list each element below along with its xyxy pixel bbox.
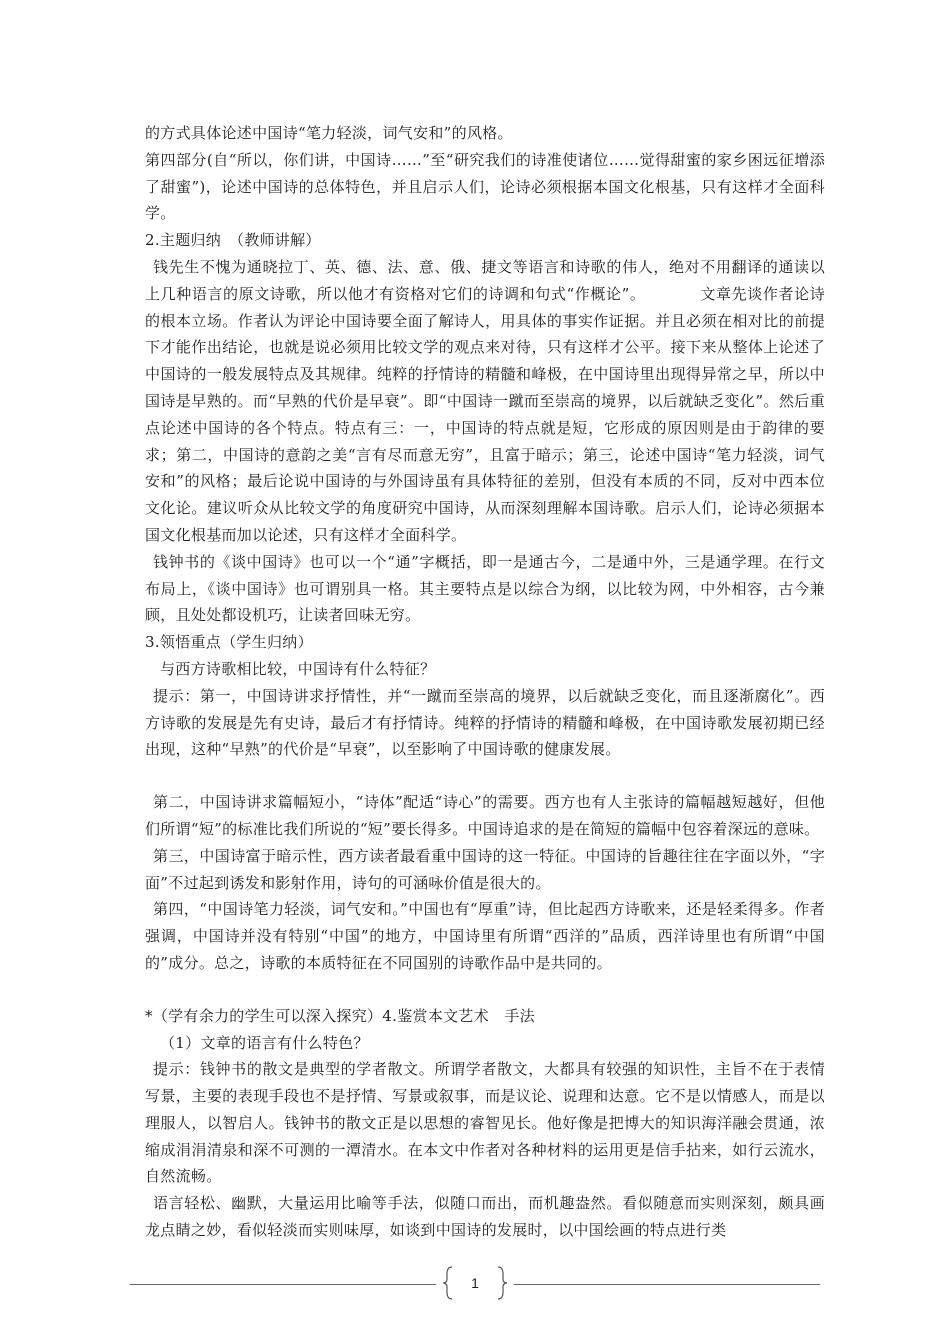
heading-key-points: 3.领悟重点（学生归纳） — [145, 633, 313, 652]
right-brace-icon — [496, 1266, 508, 1300]
paragraph-tong-summary: 钱钟书的《谈中国诗》也可以一个“通”字概括，即一是通古今，二是通中外，三是通学理。在行文布局上，《谈中国诗》也可谓别具一格。其主要特点是以综合为纲，以比较为网，中外相容，古今兼顾，且处处都设机巧，让读者回味无穷。 — [145, 552, 825, 625]
footer-rule-right — [514, 1284, 820, 1285]
paragraph-question: 与西方诗歌相比较，中国诗有什么特征？ — [160, 659, 436, 678]
paragraph-1: 的方式具体论述中国诗“笔力轻淡，词气安和”的风格。 — [145, 124, 513, 142]
paragraph-hint-fourth: 第四，“中国诗笔力轻淡，词气安和。”中国也有“厚重”诗，但比起西方诗歌来，还是轻柔得多。作者强调，中国诗并没有特别“中国”的地方，中国诗里有所谓“西洋的”品质，西洋诗里也有所谓“中国的”成分。总之，诗歌的本质特征在不同国别的诗歌作品中是共同的。 — [145, 900, 825, 972]
paragraph-hint-second: 第二，中国诗讲求篇幅短小，“诗体”配适“诗心”的需要。西方也有人主张诗的篇幅越短越好，但他们所谓“短”的标准比我们所说的“短”要长得多。中国诗追求的是在简短的篇幅中包容着深远的意味。 — [145, 793, 825, 838]
paragraph-language-humor: 语言轻松、幽默，大量运用比喻等手法，似随口而出，而机趣盎然。看似随意而实则深刻，颇具画龙点睛之妙，看似轻淡而实则味厚，如谈到中国诗的发展时，以中国绘画的特点进行类 — [145, 1194, 825, 1240]
paragraph-language-hint: 提示：钱钟书的散文是典型的学者散文。所谓学者散文，大都具有较强的知识性，主旨不在于表情写景，主要的表现手段也不是抒情、写景或叙事，而是议论、说理和达意。它不是以情感人，而是以理服人，以智启人。钱钟书的散文正是以思想的睿智见长。他好像是把博大的知识海洋融会贯通，浓缩成涓涓清泉和深不可测的一潭清水。在本文中作者对各种材料的运用更是信手拈来，如行云流水，自然流畅。 — [145, 1060, 825, 1186]
document-body — [145, 120, 825, 1244]
left-brace-icon — [442, 1266, 454, 1300]
heading-theme-summary: 2.主题归纳 （教师讲解） — [145, 231, 321, 250]
heading-art-technique: *（学有余力的学生可以深入探究）4.鉴赏本文艺术 手法 — [145, 1006, 535, 1025]
paragraph-theme-detail: 钱先生不愧为通晓拉丁、英、德、法、意、俄、捷文等语言和诗歌的伟人，绝对不用翻译的通读以上几种语言的原文诗歌，所以他才有资格对它们的诗调和句式“作概论”。 文章先谈作者论诗的根本立场。作者认为评论中国诗要全面了解诗人，用具体的事实作证据。并且必须在相对比的前提下才能作出结论，也就是说必须用比较文学的观点来对待，只有这样才公平。接下来从整体上论述了中国诗的一般发展特点及其规律。纯粹的抒情诗的精髓和峰极，在中国诗里出现得异常之早，所以中国诗是早熟的。而“早熟的代价是早衰”。即“中国诗一蹴而至崇高的境界，以后就缺乏变化”。然后重点论述中国诗的各个特点。特点有三：一，中国诗的特点就是短，它形成的原因则是由于韵律的要求；第二，中国诗的意韵之美“言有尽而意无穷”，且富于暗示；第三，论述中国诗“笔力轻淡，词气安和”的风格；最后论说中国诗的与外国诗虽有具体特征的差别，但没有本质的不同，反对中西本位文化论。建议听众从比较文学的角度研究中国诗，从而深刻理解本国诗歌。启示人们，论诗必须据本国文化根基而加以论述，只有这样才全面科学。 — [145, 257, 825, 544]
page-footer — [130, 1266, 820, 1300]
footer-rule-left — [130, 1284, 436, 1285]
blank-line — [145, 977, 825, 1003]
blank-line — [145, 763, 825, 789]
paragraph-hint-third: 第三，中国诗富于暗示性，西方读者最看重中国诗的这一特征。中国诗的旨趣往往在字面以外，“字面”不过起到诱发和影射作用，诗句的可涵咏价值是很大的。 — [145, 846, 825, 892]
page-number: 1 — [471, 1275, 479, 1291]
paragraph-hint-first: 提示：第一，中国诗讲求抒情性，并“一蹴而至崇高的境界，以后就缺乏变化，而且逐渐腐化”。西方诗歌的发展是先有史诗，最后才有抒情诗。纯粹的抒情诗的精髓和峰极，在中国诗歌发展初期已经出现，这种“早熟”的代价是“早衰”，以至影响了中国诗歌的健康发展。 — [145, 686, 825, 759]
paragraph-part-four: 第四部分(自“所以，你们讲，中国诗……”至“研究我们的诗准使诸位……觉得甜蜜的家乡困远征增添了甜蜜”)，论述中国诗的总体特色，并且启示人们，论诗必须根据本国文化根基，只有这样才全面科学。 — [145, 150, 825, 223]
paragraph-language-question: （1）文章的语言有什么特色？ — [160, 1033, 369, 1052]
